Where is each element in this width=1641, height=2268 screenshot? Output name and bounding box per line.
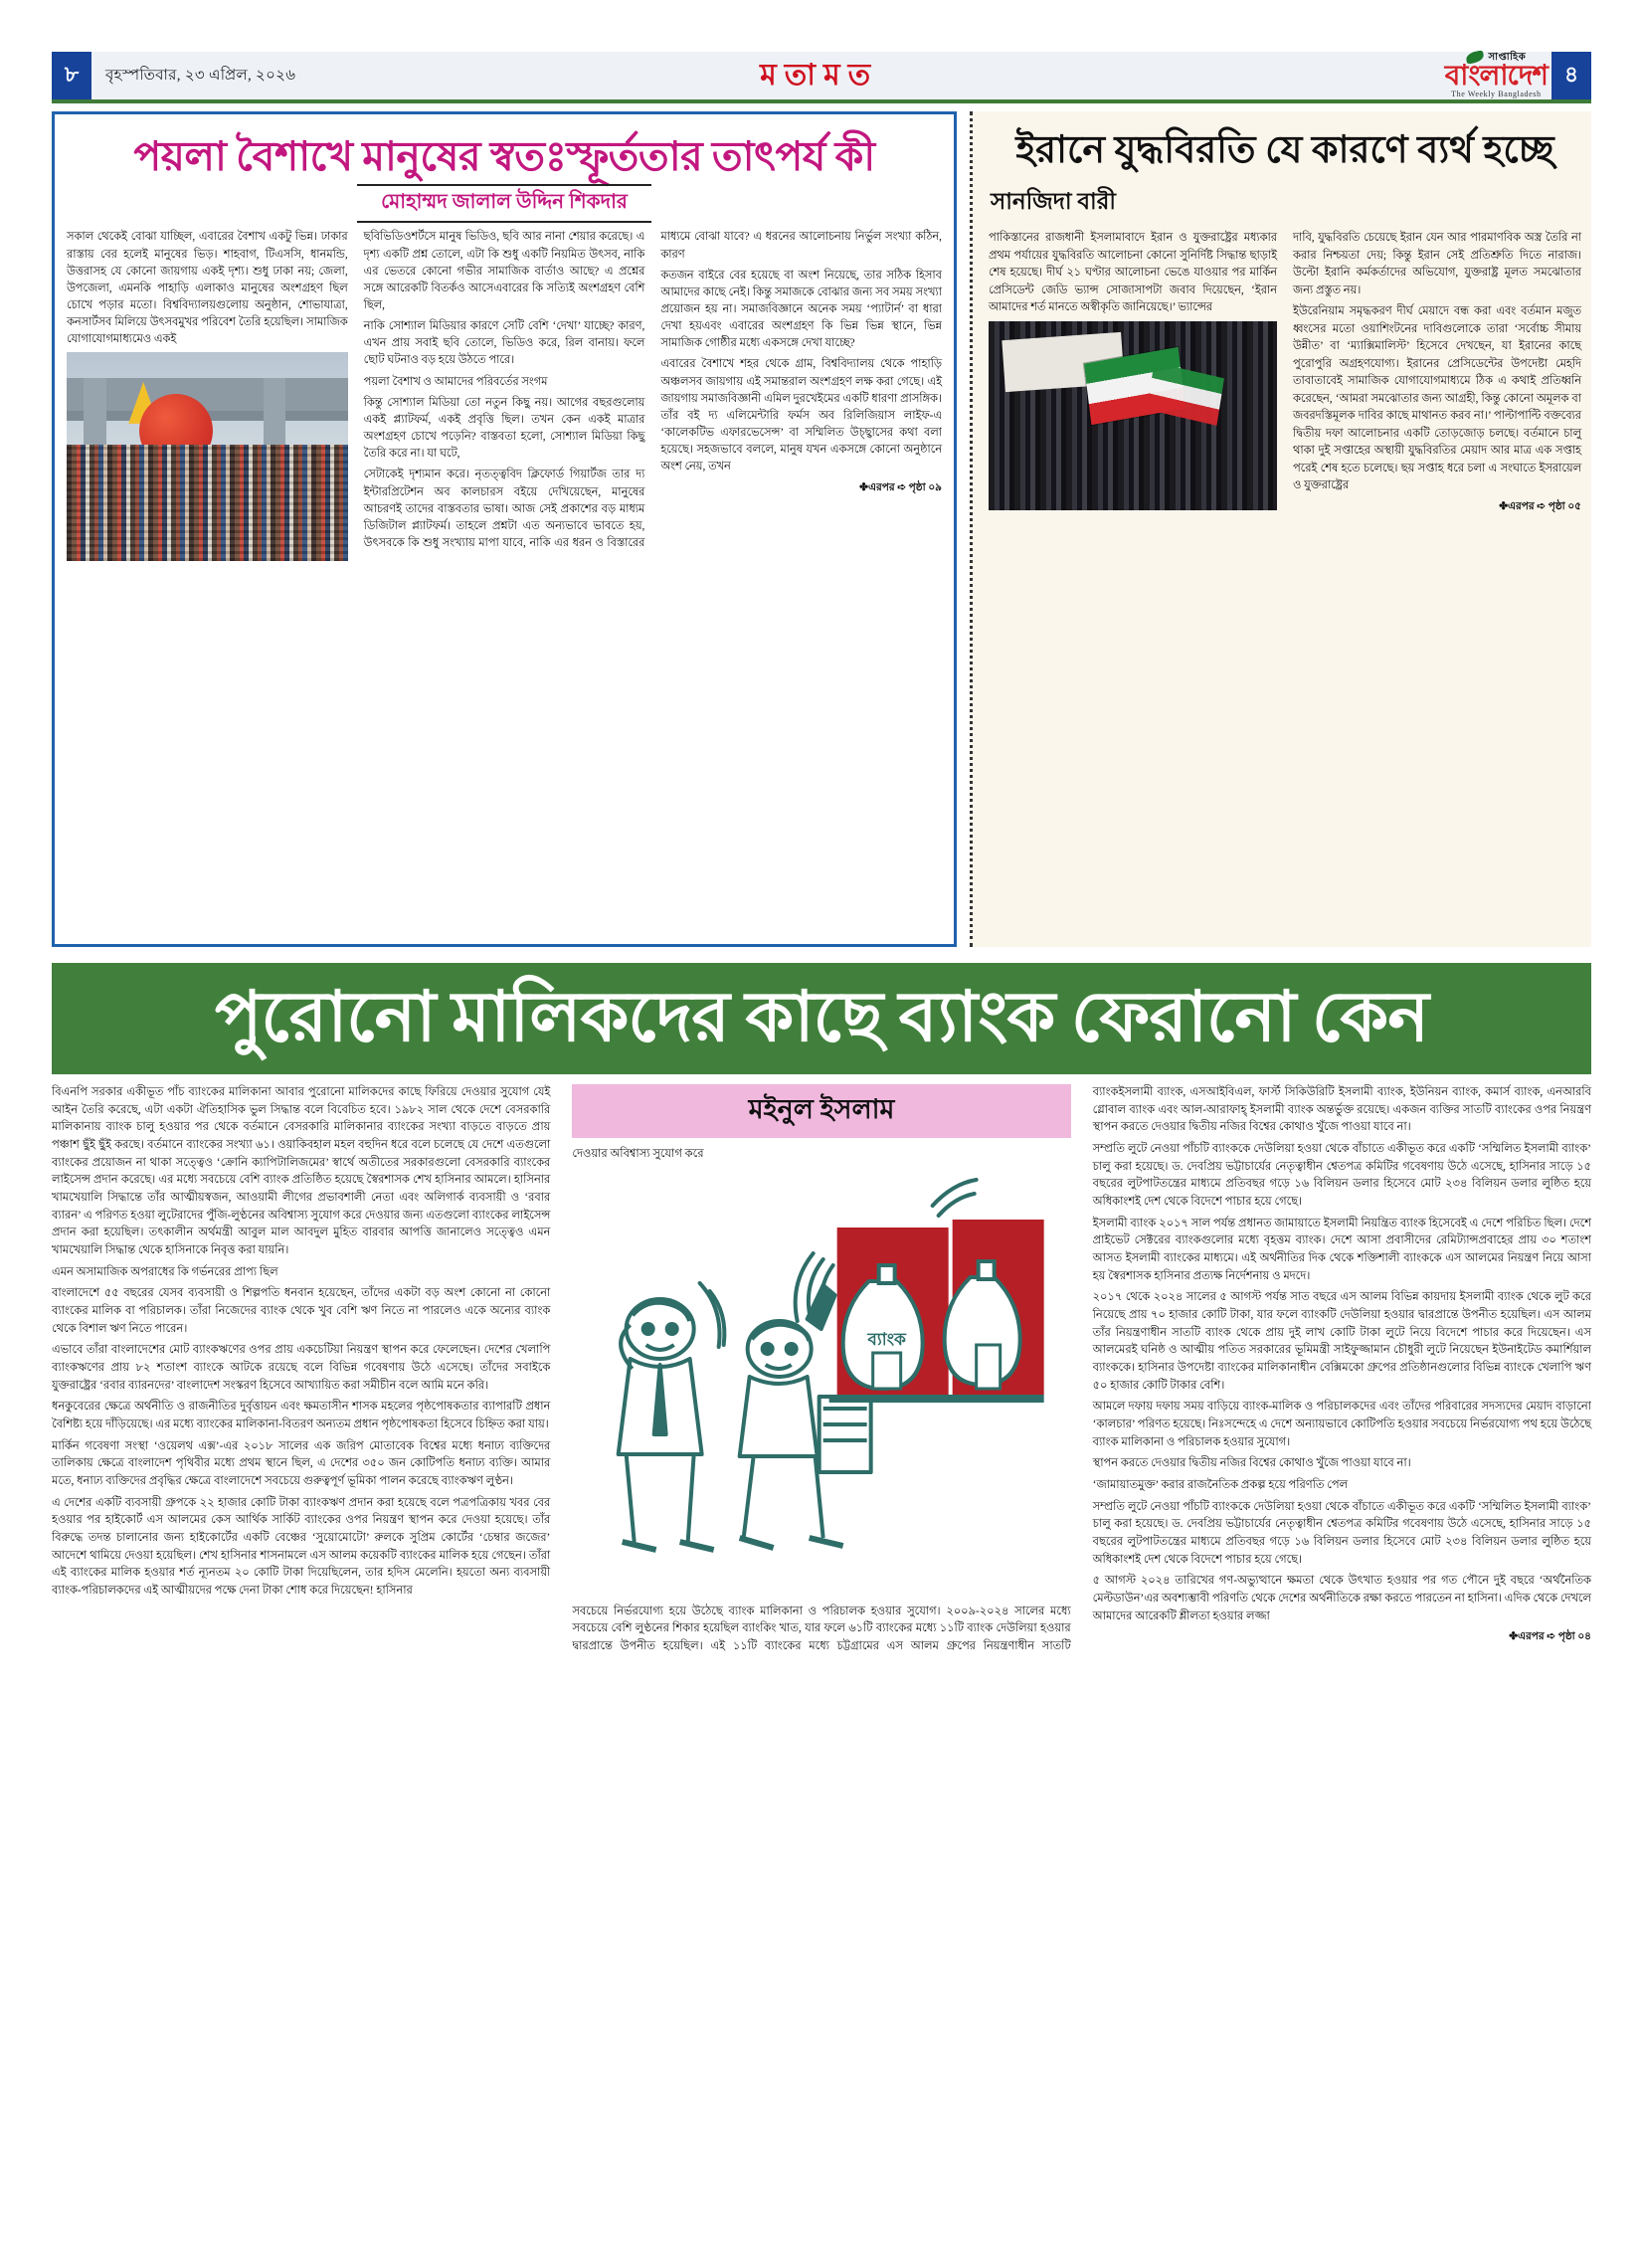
article-boishakh-headline: পয়লা বৈশাখে মানুষের স্বতঃস্ফূর্ততার তাৎপর্য কী xyxy=(133,133,875,179)
feature-banner xyxy=(52,963,1591,1074)
section-title: মতামত xyxy=(760,58,879,92)
paragraph: সবচেয়ে নির্ভরযোগ্য হয়ে উঠেছে ব্যাংক মালিকানা ও পরিচালক হওয়ার সুযোগ। ২০০৯-২০২৪ সালের মধ্যে সবচেয়ে বেশি লুণ্ঠনের শিকার হয়েছিল ব্যাংকিং খাত, যার ফলে ৬১টি ব্যাংকের মধ্যে ১১টি ব্যাংক দেউলিয়া হওয়ার দ্বারপ্রান্তে উপনীত হয়েছিল। এই ১১টি ব্যাংকের মধ্যে চট্টগ্রামের এস আলম গ্রুপের নিয়ন্ত্রণাধীন সাতটি ব্যাংকইসলামী ব্যাংক, এসআইবিএল, ফার্স্ট সিকিউরিটি ইসলামী ব্যাংক, ইউনিয়ন ব্যাংক, কমার্স ব্যাংক, এনআরবি গ্লোবাল ব্যাংক এবং আল-আরাফাহ্ ইসলামী ব্যাংক অন্তর্ভুক্ত রয়েছে। একজন ব্যক্তির সাতটি ব্যাংকের ওপর নিয়ন্ত্রণ স্থাপন করতে দেওয়ার দ্বিতীয় নজির বিশ্বের কোথাও খুঁজে পাওয়া যাবে না। xyxy=(572,1086,1591,1652)
article-bank-author-pill: মইনুল ইসলাম xyxy=(572,1084,1070,1138)
feature-banner-headline: পুরোনো মালিকদের কাছে ব্যাংক ফেরানো কেন xyxy=(214,980,1429,1056)
masthead-english-name: The Weekly Bangladesh xyxy=(1451,90,1542,98)
page-number-right: ৪ xyxy=(1551,52,1591,99)
cartoon-vase-label: ব্যাংক xyxy=(867,1329,907,1349)
article-bank xyxy=(52,1084,1591,2208)
paragraph: বিএনপি সরকার একীভূত পাঁচ ব্যাংকের মালিকানা আবার পুরোনো মালিকদের কাছে ফিরিয়ে দেওয়ার সুযোগ যেই আইন তৈরি করেছে, এটা একটা ঐতিহাসিক ভুল সিদ্ধান্ত বলে বিবেচিত হবে। ১৯৮২ সাল থেকে দেশে বেসরকারি মালিকানায় ব্যাংক চালু হওয়ার পর থেকে বর্তমানে বেসরকারি মালিকানার ব্যাংকের সংখ্যা বাড়তে বাড়তে প্রায় পঞ্চাশ ছুঁই ছুঁই করছে। বর্তমানে ব্যাংকের সংখ্যা ৬১। ওয়াকিবহাল মহল বহুদিন ধরে বলে চলেছে যে দেশে এতগুলো ব্যাংকের প্রয়োজন না থাকা সত্ত্বেও ‘ক্রোনি ক্যাপিটালিজমের’ স্বার্থে অতীতের সরকারগুলো বেসরকারি ব্যাংকের লাইসেন্স প্রদান করেছে। এর মধ্যে সবচেয়ে বেশি ব্যাংক প্রতিষ্ঠিত হয়েছে স্বৈরশাসক শেখ হাসিনার আমলে। হাসিনার খামখেয়ালি সিদ্ধান্তে তাঁর আত্মীয়স্বজন, আওয়ামী লীগের প্রভাবশালী নেতা এবং অলিগার্ক ব্যবসায়ী ও ‘রবার ব্যারন’ এ পরিণত হওয়া লুটেরাদের পুঁজি-লুণ্ঠনের অবিশ্বাস্য সুযোগ করে দেওয়ার জন্য এতগুলো ব্যাংকের লাইসেন্স প্রদান করা হয়েছিল। তৎকালীন অর্থমন্ত্রী আবুল মাল আবদুল মুহিত বারবার আপত্তি জানালেও সত্ত্বেও এমন খামখেয়ালি সিদ্ধান্ত থেকে হাসিনাকে নিবৃত্ত করা যায়নি। xyxy=(52,1086,551,1257)
paragraph: স্থাপন করতে দেওয়ার দ্বিতীয় নজির বিশ্বের কোথাও খুঁজে পাওয়া যাবে না। xyxy=(1092,1457,1411,1470)
paragraph: আমলে দফায় দফায় সময় বাড়িয়ে ব্যাংক-মালিক ও পরিচালকদের এবং তাঁদের পরিবারের সদস্যদের মেয়াদ বাড়ানো ‘কালচার’ পরিণত হয়েছে। নিঃসন্দেহে এ দেশে অন্যায়ভাবে কোটিপতি হওয়ার সবচেয়ে নির্ভরযোগ্য পথ হয়ে উঠেছে ব্যাংক মালিকানা ও পরিচালক হওয়ার সুযোগ। xyxy=(1092,1401,1591,1448)
paragraph: ইউরেনিয়াম সমৃদ্ধকরণ দীর্ঘ মেয়াদে বন্ধ করা এবং বর্তমান মজুত ধ্বংসের মতো ওয়াশিংটনের দাবিগুলোকে তারা ‘সর্বোচ্চ সীমায় উন্নীত’ বা ‘ম্যাক্সিমালিস্ট’ হিসেবে দেখছেন, যা ইরানের কাছে পুরোপুরি অগ্রহণযোগ্য। ইরানের প্রেসিডেন্টের উপদেষ্টা মেহদি তাবাতাবেই সামাজিক যোগাযোগমাধ্যমে ঠিক এ কথাই প্রতিধ্বনি করেছেন, ‘আমরা সমঝোতার জন্য আগ্রহী, কিন্তু কোনো অমূলক বা জবরদস্তিমূলক দাবির কাছে মাথানত করব না।’ পাল্টাপাল্টি বক্তব্যের দ্বিতীয় দফা আলোচনার একটি তোড়জোড় চলছে। বর্তমানে চালু থাকা দুই সপ্তাহের অস্থায়ী যুদ্ধবিরতির মেয়াদ আর মাত্র এক সপ্তাহ পরেই শেষ হতে চলেছে। ছয় সপ্তাহ ধরে চলা এ সংঘাতে ইসরায়েল ও যুক্তরাষ্ট্রের xyxy=(1293,305,1581,492)
masthead-logo xyxy=(1343,52,1551,99)
boishakh-procession-photo xyxy=(67,352,348,561)
paragraph: দাবি, যুদ্ধবিরতি চেয়েছে ইরান যেন আর পারমাণবিক অস্ত্র তৈরি না করার নিশ্চয়তা দেয়; কিন্তু ইরান সেই প্রতিশ্রুতি দিতে নারাজ। উল্টো ইরানি কর্মকর্তাদের অভিযোগ, যুক্তরাষ্ট্র মূলত সমঝোতার জন্য প্রস্তুত নয়। xyxy=(1293,232,1581,296)
issue-date: বৃহস্পতিবার, ২৩ এপ্রিল, ২০২৬ xyxy=(105,67,296,84)
paragraph: ‘জামায়াতমুক্ত’ করার রাজনৈতিক প্রকল্প হয়ে পরিণতি পেল xyxy=(1092,1479,1349,1492)
paragraph: এভাবে তাঁরা বাংলাদেশের মোট ব্যাংকঋণের ওপর প্রায় একচেটিয়া নিয়ন্ত্রণ স্থাপন করে ফেলেছেন। দেশের খেলাপি ব্যাংকঋণের প্রায় ৮২ শতাংশ ব্যাংকে আটকে রয়েছে বলে বিভিন্ন গবেষণায় উঠে এসেছে। তাঁদের সবাইকে যুক্তরাষ্ট্রের ‘রবার ব্যারনদের’ বাংলাদেশ সংস্করণ হিসেবে আখ্যায়িত করা সমীচীন বলে আমি মনে করি। xyxy=(52,1344,551,1392)
paragraph: ৫ আগস্ট ২০২৪ তারিখের গণ-অভ্যুত্থানে ক্ষমতা থেকে উৎখাত হওয়ার পর গত পৌনে দুই বছরে ‘অর্থনৈতিক মেল্টডাউন’এর অবশ্যম্ভাবী পরিণতি থেকে দেশের অর্থনীতিকে রক্ষা করতে পারতেন না হাসিনা। এদিক থেকে দেখলে আমাদের আরেকটি শ্লীলতা হওয়ার লজ্জা xyxy=(1092,1575,1591,1622)
paragraph: সেটাকেই দৃশ্যমান করে। নৃতত্ত্ববিদ ক্লিফোর্ড গিয়ার্টজ তার দ্য ইন্টারপ্রিটেশন অব কালচারস বইয়ে দেখিয়েছেন, মানুষের আচরণই তাদের বাস্তবতার ভাষা। আজ সেই প্রকাশের বড় মাধ্যম ডিজিটাল প্ল্যাটফর্ম। তাহলে প্রশ্নটা এত অন্যভাবে ভাবতে হয়, উৎসবকে কি শুধু সংখ্যায় মাপা যাবে, নাকি এর ধরন ও বিস্তারের মাধ্যমে বোঝা যাবে? এ ধরনের আলোচনায় নির্ভুল সংখ্যা কঠিন, কারণ xyxy=(363,231,942,550)
photo-crowd xyxy=(67,445,348,562)
article-boishakh-byline-wrap xyxy=(67,184,942,223)
page-header xyxy=(52,52,1591,99)
article-iran xyxy=(970,111,1591,947)
masthead-name: বাংলাদেশ xyxy=(1444,61,1548,93)
paragraph: ছবিভিডিওশর্টসে মানুষ ভিডিও, ছবি আর নানা শেয়ার করেছে। এ দৃশ্য একটি প্রশ্ন তোলে, এটা কি শুধু একটি নিয়মিত উৎসব, নাকি এর ভেতরে কোনো গভীর সামাজিক বার্তাও আছে? এ প্রশ্নের সঙ্গে আরেকটি বিতর্কও আসেএবারের কি সত্যিই অংশগ্রহণ বেশি ছিল, xyxy=(363,231,645,311)
article-iran-body xyxy=(989,230,1581,916)
bank-looting-cartoon xyxy=(572,1170,1070,1598)
paragraph: সম্প্রতি লুটে নেওয়া পাঁচটি ব্যাংককে দেউলিয়া হওয়া থেকে বাঁচাতে একীভূত করে একটি ‘সম্মিলিত ইসলামী ব্যাংক’ চালু করা হয়েছে। ড. দেবপ্রিয় ভট্টাচার্যের নেতৃত্বাধীন শ্বেতপত্র কমিটির গবেষণায় উঠে এসেছে, হাসিনার সাড়ে ১৫ বছরের লুটপাটতন্ত্রের মাধ্যমে প্রতিবছর গড়ে ১৬ বিলিয়ন ডলার হিসেবে মোট ২৩৪ বিলিয়ন ডলার লুষ্ঠিত হয়ে অধিকাংশই দেশ থেকে বিদেশে পাচার হয়ে গেছে। xyxy=(1092,1143,1591,1209)
paragraph: ২০১৭ থেকে ২০২৪ সালের ৫ আগস্ট পর্যন্ত সাত বছরে এস আলম বিভিন্ন কায়দায় ইসলামী ব্যাংক থেকে লুট করে নিয়েছে প্রায় ৭০ হাজার কোটি টাকা, যার ফলে ব্যাংকটি দেউলিয়া হওয়ার দ্বারপ্রান্তে উপনীত হয়েছিল। এস আলম তাঁর নিয়ন্ত্রণাধীন সাতটি ব্যাংক থেকে প্রায় দুই লাখ কোটি টাকা লুটে নিয়ে বিদেশে পাচার করে দিয়েছেন। এস আলমেরই ঘনিষ্ঠ ও আত্মীয় পতিত সরকারের ভূমিমন্ত্রী সাইফুজ্জামান চৌধুরী লুটে নিয়েছেন ইউনাইটেড কমার্শিয়াল ব্যাংককে। হাসিনার উপদেষ্টা ব্যাংকের মালিকানাধীন বেক্সিমকো গ্রুপের প্রতিষ্ঠানগুলোর বিভিন্ন ব্যাংকে খেলাপি ঋণ ৫০ হাজার কোটি টাকার বেশি। xyxy=(1092,1291,1591,1392)
paragraph: পাকিস্তানের রাজধানী ইসলামাবাদে ইরান ও যুক্তরাষ্ট্রের মধ্যকার প্রথম পর্যায়ের যুদ্ধবিরতি আলোচনা কোনো সুনির্দিষ্ট সিদ্ধান্ত ছাড়াই শেষ হয়েছে। দীর্ঘ ২১ ঘণ্টার আলোচনা ভেঙে যাওয়ার পর মার্কিন প্রেসিডেন্ট জেডি ভ্যান্স সোজাসাপটা জবাব দিয়েছেন, ‘ইরান আমাদের শর্ত মানতে অস্বীকৃতি জানিয়েছে।’ ভ্যান্সের xyxy=(989,232,1277,314)
paragraph: সকাল থেকেই বোঝা যাচ্ছিল, এবারের বৈশাখ একটু ভিন্ন। ঢাকার রাস্তায় বের হলেই মানুষের ভিড়। শাহবাগ, টিএসসি, ধানমন্ডি, উত্তরাসহ যে কোনো জায়গায় একই দৃশ্য। শুধু ঢাকা নয়; জেলা, উপজেলা, এমনকি পাহাড়ি এলাকাও মানুষের অংশগ্রহণ ছিল চোখে পড়ার মতো। বিশ্ববিদ্যালয়গুলোয় অনুষ্ঠান, শোভাযাত্রা, কনসার্টসব মিলিয়ে উৎসবমুখর পরিবেশ তৈরি হয়েছিল। সামাজিক যোগাযোগমাধ্যমেও একই xyxy=(67,231,348,346)
article-bank-continued[interactable]: ✤এরপর ➪ পৃষ্ঠা ০৪ xyxy=(1509,1631,1591,1643)
paragraph: কিন্তু সোশ্যাল মিডিয়া তো নতুন কিছু নয়। আগের বছরগুলোয় একই প্ল্যাটফর্ম, একই প্রবৃত্তি ছিল। তখন কেন একই মাত্রার অংশগ্রহণ চোখে পড়েনি? বাস্তবতা হলো, সোশ্যাল মিডিয়া কিছু তৈরি করে না। যা ঘটে, xyxy=(363,396,645,461)
paragraph: ইসলামী ব্যাংক ২০১৭ সাল পর্যন্ত প্রধানত জামায়াতে ইসলামী নিয়ন্ত্রিত ব্যাংক হিসেবেই এ দেশে পরিচিত ছিল। দেশে প্রাইভেট সেক্টরের ব্যাংকগুলোর মধ্যে বৃহত্তম ব্যাংক। দেশে আসা প্রবাসীদের রেমিট্যান্সপ্রবাহের প্রায় ৩০ শতাংশ আসত ইসলামী ব্যাংকের মাধ্যমে। এই অর্থনীতির দিক থেকে শক্তিশালী ব্যাংককে এস আলমের নিয়ন্ত্রণ নিয়ে আসা হয় স্বৈরশাসক হাসিনার প্রত্যক্ষ নির্দেশনায় ও মদদে। xyxy=(1092,1217,1591,1282)
article-boishakh-body xyxy=(67,229,942,915)
header-divider-rule xyxy=(52,99,1591,103)
paragraph: মার্কিন গবেষণা সংস্থা ‘ওয়েলথ এক্স’-এর ২০১৮ সালের এক জরিপ মোতাবেক বিশ্বের মধ্যে ধনাঢ্য ব্যক্তিদের তালিকায় ক্ষেত্রে বাংলাদেশ পৃথিবীর মধ্যে প্রথম স্থানে ছিল, এ দেশের ৩৫০ জন কোটিপতি ধনাঢ্য ব্যক্তি। আমার মতে, ধনাঢ্য ব্যক্তিদের প্রবৃদ্ধির ক্ষেত্রে বাংলাদেশে সবচেয়ে গুরুত্বপূর্ণ ভূমিকা পালন করেছে ব্যাংকঋণ লুণ্ঠন। xyxy=(52,1439,551,1488)
paragraph: সম্প্রতি লুটে নেওয়া পাঁচটি ব্যাংককে দেউলিয়া হওয়া থেকে বাঁচাতে একীভূত করে একটি ‘সম্মিলিত ইসলামী ব্যাংক’ চালু করা হয়েছে। ড. দেবপ্রিয় ভট্টাচার্যের নেতৃত্বাধীন শ্বেতপত্র কমিটির গবেষণায় উঠে এসেছে, হাসিনার সাড়ে ১৫ বছরের লুটপাটতন্ত্রের মাধ্যমে প্রতিবছর গড়ে ১৬ বিলিয়ন ডলার হিসেবে মোট ২৩৪ বিলিয়ন ডলার লুষ্ঠিত হয়ে অধিকাংশই দেশ থেকে বিদেশে পাচার হয়ে গেছে। xyxy=(1092,1500,1591,1566)
paragraph: এ দেশের একটি ব্যবসায়ী গ্রুপকে ২২ হাজার কোটি টাকা ব্যাংকঋণ প্রদান করা হয়েছে বলে পত্রপত্রিকায় খবর বের হওয়ার পর হাইকোর্ট এস আলমের কেস আর্থিক সার্কিট ব্যাংকের ওপর নিয়ন্ত্রণ স্থাপন করে দেওয়া হয়েছে। তাঁর বিরুদ্ধে তদন্ত চালানোর জন্য হাইকোর্টের একটি বেঞ্চের ‘সুয়োমোটো’ রুলকে সুপ্রিম কোর্টের ‘চেম্বার জজের’ আদেশে থামিয়ে দেওয়া হয়েছিল। শেখ হাসিনার শাসনামলে এস আলম কয়েকটি ব্যাংকের মালিক হয়ে গেছেন। তাঁরা এই ব্যাংকের মালিক হওয়ার শর্ত ন্যূনতম ২০ কোটি টাকা দিয়েছিলেন, তার হদিস মেলেনি। হয়তো অন্য ব্যবসায়ী ব্যাংক-পরিচালকদের এই আত্মীয়দের পক্ষে দেনা টাকা শোধ করে দিয়েছেন! হাসিনার xyxy=(52,1496,551,1598)
article-iran-continued[interactable]: ✤এরপর ➪ পৃষ্ঠা ০৫ xyxy=(1499,500,1581,512)
paragraph: নাকি সোশ্যাল মিডিয়ার কারণে সেটি বেশি ‘দেখা’ যাচ্ছে? কারণ, এখন প্রায় সবাই ছবি তোলে, ভিডিও করে, রিল বানায়। ফলে ছোট ঘটনাও বড় হয়ে উঠতে পারে। xyxy=(363,320,645,367)
masthead-kicker: সাপ্তাহিক xyxy=(1488,51,1527,63)
article-boishakh xyxy=(52,111,957,947)
article-boishakh-byline: মোহাম্মদ জালাল উদ্দিন শিকদার xyxy=(357,184,651,223)
photo-bridge xyxy=(67,378,348,412)
article-iran-byline: সানজিদা বারী xyxy=(991,189,1116,215)
paragraph: বাংলাদেশে ৫৫ বছরের যেসব ব্যবসায়ী ও শিল্পপতি ধনবান হয়েছেন, তাঁদের একটা বড় অংশ কোনো না কোনো ব্যাংকের মালিক বা পরিচালক। তাঁরা নিজেদের ব্যাংক থেকে খুব বেশি ঋণ নিতে না পারলেও একে অন্যের ব্যাংক থেকে বিশাল ঋণ নিতে পারেন। xyxy=(52,1287,551,1335)
paragraph: এমন অসামাজিক অপরাধের কি গর্ভনরের প্রাপ্য ছিল xyxy=(52,1265,278,1278)
paragraph: পয়লা বৈশাখ ও আমাদের পরিবর্তের সংগম xyxy=(363,375,548,388)
paragraph: দেওয়ার অবিশ্বাস্য সুযোগ করে xyxy=(572,1147,704,1160)
iran-protest-flag-photo xyxy=(989,321,1277,510)
article-boishakh-continued[interactable]: ✤এরপর ➪ পৃষ্ঠা ০৯ xyxy=(859,481,942,493)
paragraph: কতজন বাইরে বের হয়েছে বা অংশ নিয়েছে, তার সঠিক হিসাব আমাদের কাছে নেই। কিন্তু সমাজকে বোঝার জন্য সব সময় সংখ্যা প্রয়োজন হয় না। সমাজবিজ্ঞানে অনেক সময় ‘প্যাটার্ন’ বা ধারা দেখা হয়এবং এবারের অংশগ্রহণ কি ভিন্ন ভিন্ন স্থানে, ভিন্ন সামাজিক গোষ্ঠীর মধ্যে একসঙ্গে দেখা যাচ্ছে? xyxy=(660,269,942,350)
article-iran-headline: ইরানে যুদ্ধবিরতি যে কারণে ব্যর্থ হচ্ছে xyxy=(1015,129,1554,171)
paragraph: এবারের বৈশাখে শহর থেকে গ্রাম, বিশ্ববিদ্যালয় থেকে পাহাড়ি অঞ্চলসব জায়গায় এই সমান্তরাল অংশগ্রহণ লক্ষ করা গেছে। এই জায়গায় সমাজবিজ্ঞানী এমিল দুরখেইমের একটি ধারণা প্রাসঙ্গিক। তাঁর বই দ্য এলিমেন্টারি ফর্মস অব রিলিজিয়াস লাইফ-এ ‘কালেকটিভ এফারভেসেন্স’ বা সম্মিলিত উচ্ছ্বাসের কথা বলা হয়েছে। সহজভাবে বললে, মানুষ যখন একসঙ্গে কোনো অনুষ্ঠানে অংশ নেয়, তখন xyxy=(660,358,942,473)
paragraph: ধনকুবেরের ক্ষেত্রে অর্থনীতি ও রাজনীতির দুর্বৃত্তায়ন এবং ক্ষমতাসীন শাসক মহলের পৃষ্ঠপোষকতার ব্যাপারটি প্রধান বৈশিষ্ট্য হয়ে দাঁড়িয়েছে। এর মধ্যে ব্যাংকের মালিকানা-বিতরণ অন্যতম প্রধান পৃষ্ঠপোষকতা হিসেবে চিহ্নিত করা যায়। xyxy=(52,1401,551,1431)
page-number-left: ৮ xyxy=(52,52,91,99)
